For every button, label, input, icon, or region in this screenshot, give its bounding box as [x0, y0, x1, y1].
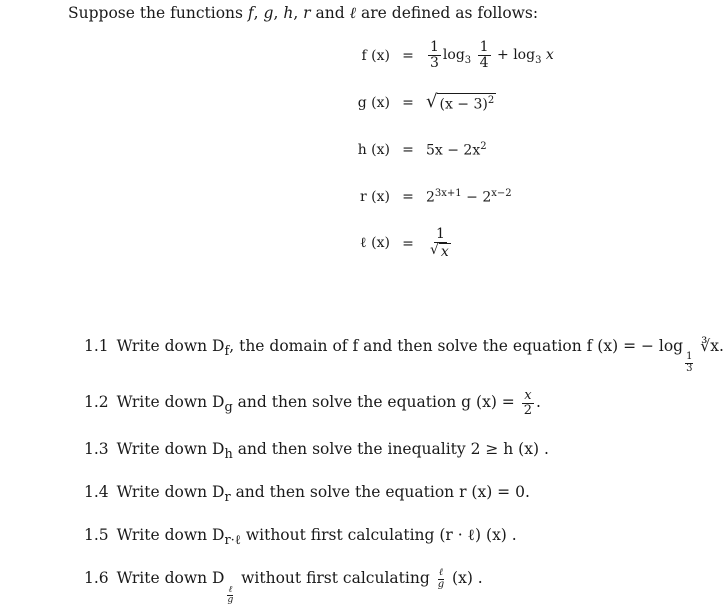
rhs-f: $\frac{1}{3}$ $\log_3$ $\frac{1}{4}$ + $\log_3 x$	[430, 39, 554, 71]
equals-sign: =	[402, 47, 414, 64]
square-root: √ $(x - 3)^2$	[426, 90, 495, 113]
question-number: 1.5	[84, 526, 109, 544]
domain-subscript: r	[224, 490, 231, 506]
rhs-g	[426, 79, 554, 126]
fn-name-f: f	[247, 4, 254, 22]
fn-name-l: ℓ	[349, 4, 357, 22]
domain-subscript: f	[224, 344, 230, 360]
question-1-2: 1.2 Write down $D_g$ and then solve the equation g (x) = $\frac{x}{2}$ .	[84, 388, 541, 418]
question-number: 1.2	[84, 393, 109, 412]
rhs-r: $2^{3x+1} - 2^{x-2}$	[426, 187, 512, 206]
question-number: 1.3	[84, 440, 109, 458]
intro-connector: and	[315, 4, 345, 22]
equals-sign: =	[402, 141, 414, 158]
question-1-6: 1.6 Write down D $\frac{\text{ℓ}}{g}$ without first calculating $\frac{\text{ℓ}}{g}$ (x) .	[84, 567, 483, 606]
square-root: √ x	[430, 242, 449, 260]
fraction: $\frac{1}{3}$	[430, 39, 439, 71]
equals-sign: =	[402, 235, 414, 252]
question-1-3: 1.3 Write down $D_h$ and then solve the inequality 2 ≥ h (x) .	[84, 440, 549, 463]
fraction: $\frac{x}{2}$	[523, 388, 532, 418]
lhs-r: r (x)	[360, 188, 390, 205]
fraction: $\frac{\text{ℓ}}{g}$	[437, 567, 445, 590]
definition-l	[338, 220, 554, 267]
question-number: 1.6	[84, 569, 109, 587]
fn-name-g: g	[263, 4, 274, 22]
lhs-f: f (x)	[361, 47, 390, 64]
question-1-4: 1.4 Write down $D_r$ and then solve the equation r (x) = 0.	[84, 483, 530, 506]
domain-subscript: h	[224, 447, 233, 463]
question-1-1: 1.1 Write down $D_f$, the domain of f and then solve the equation f (x) = − log $\frac{1}{3}$ ∛x.	[84, 337, 724, 374]
intro-text: Suppose the functions	[68, 4, 243, 22]
fraction: $\frac{1}{4}$	[479, 39, 489, 71]
intro-suffix: are defined as follows:	[361, 4, 539, 22]
domain-subscript: g	[224, 400, 233, 416]
question-1-5: 1.5 Write down $D_{r\cdot\ell}$ without first calculating (r · ℓ) (x) .	[84, 526, 517, 549]
fn-name-r: r	[303, 4, 311, 22]
log-base-fraction: $\frac{1}{3}$	[686, 351, 693, 374]
domain-subscript-fraction: $\frac{\text{ℓ}}{g}$	[227, 585, 234, 606]
question-number: 1.1	[84, 337, 109, 355]
definition-f	[338, 32, 554, 79]
question-number: 1.4	[84, 483, 109, 501]
rhs-l	[426, 220, 554, 267]
equals-sign: =	[402, 94, 414, 111]
fraction: 1 √ x	[430, 226, 449, 260]
lhs-l: ℓ (x)	[360, 235, 390, 251]
definition-h	[338, 126, 554, 173]
fn-name-h: h	[283, 4, 294, 22]
equals-sign: =	[402, 188, 414, 205]
definitions-table	[338, 32, 554, 267]
rhs-h: $5x - 2x^2$	[426, 140, 487, 159]
domain-subscript: r·ℓ	[224, 533, 241, 549]
lhs-g: g (x)	[357, 94, 390, 111]
definition-r	[338, 173, 554, 220]
lhs-h: h (x)	[357, 141, 390, 158]
intro-sentence: Suppose the functions f, g, h, r and ℓ are defined as follows:	[68, 4, 539, 22]
definition-g	[338, 79, 554, 126]
